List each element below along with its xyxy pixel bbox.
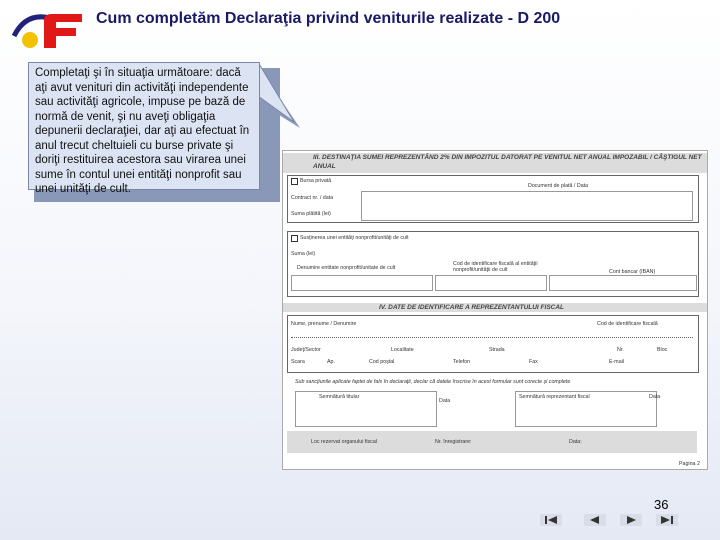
document-plata-label: Document de plată / Data — [528, 183, 589, 189]
contract-label: Contract nr. / data — [291, 195, 334, 201]
data2-label: Data — [649, 394, 661, 400]
localitate-label: Localitate — [391, 347, 414, 353]
callout-pointer — [258, 62, 302, 130]
telefon-label: Telefon — [453, 359, 471, 365]
scara-label: Scara — [291, 359, 305, 365]
callout-box — [28, 62, 260, 195]
email-label: E-mail — [609, 359, 625, 365]
data3-label: Data: — [569, 439, 582, 445]
suma-platita-label: Suma plătită (lei) — [291, 211, 331, 217]
section4-title: IV. DATE DE IDENTIFICARE A REPREZENTANTULUI FISCAL — [283, 303, 707, 312]
bursa-label: Bursa privată — [300, 178, 332, 184]
page-title: Cum completăm Declaraţia privind veniturile realizate - D 200 — [96, 10, 561, 27]
document-plata-field — [361, 191, 693, 221]
logo-f-icon — [44, 14, 82, 48]
fax-label: Fax — [529, 359, 538, 365]
loc-rezervat-label: Loc rezervat organului fiscal — [311, 439, 377, 445]
first-slide-button[interactable] — [540, 514, 562, 526]
declaratie-text: Sub sancţiunile aplicate faptei de fals în declaraţii, declar că datele înscrise în acest formular sunt corecte şi complete — [295, 379, 571, 385]
cod-postal-label: Cod poştal — [369, 359, 395, 365]
nume-label: Nume, prenume / Denumire — [291, 321, 357, 327]
nr-label: Nr. — [617, 347, 624, 353]
cod-field — [435, 275, 547, 291]
last-slide-button[interactable] — [656, 514, 678, 526]
nr-inregistrare-label: Nr. înregistrare: — [435, 439, 472, 445]
semnatura-titular-label: Semnătură titular — [319, 394, 360, 400]
semnatura-reprezentant-label: Semnătură reprezentant fiscal — [519, 394, 590, 400]
suma-lei-label: Suma (lei) — [291, 251, 316, 257]
denumire-entitate-label: Denumire entitate nonprofit/unitate de cult — [297, 265, 396, 271]
logo-sun-icon — [22, 32, 38, 48]
denumire-field — [291, 275, 433, 291]
bursa-checkbox — [291, 178, 298, 185]
next-slide-button[interactable] — [620, 514, 642, 526]
form-preview — [282, 150, 708, 470]
callout-text: Completaţi şi în situaţia următoare: dacă aţi avut venituri din activităţi independente sau activităţi agricole, impuse pe bază de normă de venit, şi nu aveţi obligaţia depunerii declaraţiei, dar aţi au efectuat în anul trecut cheltuieli cu burse private şi doriţi restituirea acestora sau virarea unei sume în contul unei entităţi nonprofit sau unei unităţi de cult. — [35, 67, 250, 195]
cif-label: Cod de identificare fiscală — [597, 321, 658, 327]
data1-label: Data — [439, 398, 451, 404]
ap-label: Ap. — [327, 359, 335, 365]
pagina-label: Pagina 2 — [679, 461, 700, 467]
cod-identificare-label: Cod de identificare fiscală al entităţii nonprofit/unităţii de cult — [453, 261, 538, 273]
strada-label: Strada — [489, 347, 505, 353]
previous-slide-button[interactable] — [584, 514, 606, 526]
sustinere-checkbox — [291, 235, 298, 242]
section3-title: III. DESTINAŢIA SUMEI REPREZENTÂND 2% DIN IMPOZITUL DATORAT PE VENITUL NET ANUAL IMPOZABIL / CÂŞTIGUL NET ANUAL — [283, 153, 707, 173]
anaf-logo — [10, 10, 88, 50]
sustinere-label: Susţinerea unei entităţi nonprofit/unităţi de cult — [300, 235, 409, 241]
iban-field — [549, 275, 697, 291]
judet-label: Judeţ/Sector — [291, 347, 321, 353]
bloc-label: Bloc — [657, 347, 668, 353]
row-divider — [291, 337, 693, 338]
semnatura-titular-box — [295, 391, 437, 427]
slide-number: 36 — [654, 497, 669, 512]
cont-bancar-label: Cont bancar (IBAN) — [609, 269, 656, 275]
